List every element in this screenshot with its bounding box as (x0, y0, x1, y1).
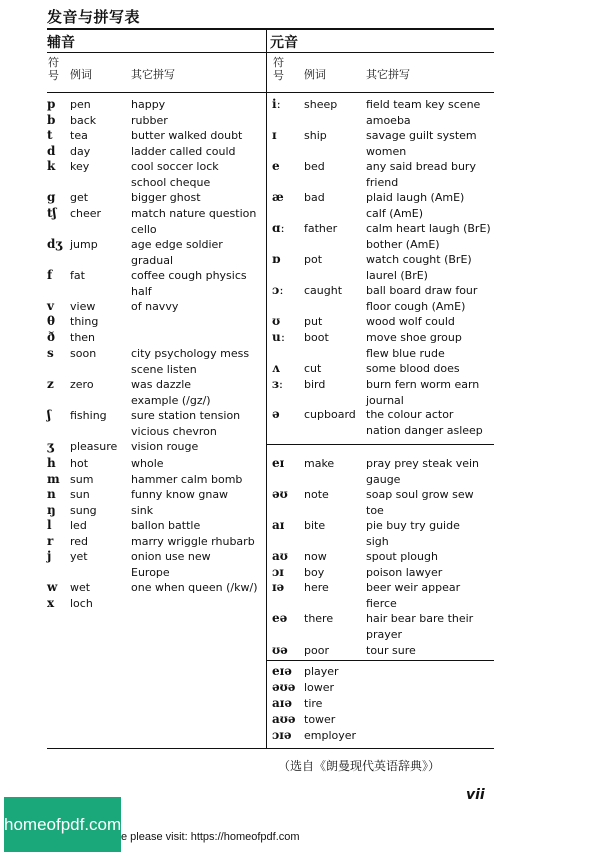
spelling-line: coffee cough physics (131, 269, 247, 282)
spelling-line: happy (131, 98, 166, 111)
spelling-line: burn fern worm earn (366, 378, 480, 391)
spelling-line: amoeba (366, 113, 411, 127)
spelling-line: tour sure (366, 644, 416, 657)
other-spellings (131, 535, 255, 551)
phonetic-symbol: ʃ (47, 408, 51, 422)
phonetic-symbol: ŋ (47, 503, 56, 517)
phonetic-symbol: iː (272, 97, 281, 111)
spelling-line: friend (366, 175, 399, 189)
other-spellings (366, 331, 462, 362)
spelling-line: ballon battle (131, 519, 201, 532)
section-header-rule (47, 52, 494, 53)
example-word: sun (70, 488, 90, 501)
other-spellings (131, 473, 242, 489)
example-word: fishing (70, 409, 107, 422)
example-word: employer (304, 729, 357, 742)
example-word: note (304, 488, 329, 501)
spelling-line: match nature question (131, 207, 257, 220)
spelling-line: sigh (366, 534, 389, 548)
other-spellings (131, 378, 211, 409)
phonetic-symbol: aʊ (272, 549, 288, 563)
other-spellings (131, 550, 211, 581)
other-spellings (131, 300, 178, 316)
example-word: tea (70, 129, 88, 142)
example-word: boy (304, 566, 325, 579)
phonetic-symbol: f (47, 268, 53, 282)
example-word: thing (70, 315, 99, 328)
spelling-line: plaid laugh (AmE) (366, 191, 465, 204)
example-word: ship (304, 129, 327, 142)
other-spellings (366, 191, 464, 222)
other-spellings (131, 269, 247, 300)
spelling-line: marry wriggle rhubarb (131, 535, 255, 548)
phonetic-symbol: v (47, 299, 54, 313)
other-spellings (131, 207, 256, 238)
spelling-line: funny know gnaw (131, 488, 229, 501)
phonetic-symbol: r (47, 534, 54, 548)
phonetic-symbol: ʊə (272, 643, 288, 657)
spelling-line: bother (AmE) (366, 237, 440, 251)
example-word: bad (304, 191, 325, 204)
spelling-line: rubber (131, 114, 168, 127)
other-spellings (131, 440, 198, 456)
spelling-line: gradual (131, 253, 173, 267)
example-word: sum (70, 473, 94, 486)
spelling-line: pray prey steak vein (366, 457, 480, 470)
vowel-group-rule-2 (266, 660, 494, 661)
spelling-line: calm heart laugh (BrE) (366, 222, 491, 235)
table-top-rule (47, 28, 494, 30)
other-spellings (366, 378, 479, 409)
other-spellings (131, 581, 258, 597)
spelling-line: hammer calm bomb (131, 473, 243, 486)
phonetic-symbol: h (47, 456, 56, 470)
phonetic-symbol: p (47, 97, 56, 111)
phonetic-symbol: w (47, 580, 58, 594)
other-spellings (366, 160, 476, 191)
spelling-line: poison lawyer (366, 566, 443, 579)
phonetic-symbol: z (47, 377, 54, 391)
phonetic-symbol: aɪə (272, 696, 292, 710)
phonetic-symbol: ɪə (272, 580, 285, 594)
phonetic-symbol: əʊə (272, 680, 296, 694)
spelling-line: city psychology mess (131, 347, 250, 360)
example-word: jump (70, 238, 98, 251)
other-spellings (366, 644, 416, 660)
example-word: loch (70, 597, 93, 610)
other-spellings (131, 519, 200, 535)
phonetic-symbol: ə (272, 407, 280, 421)
example-word: key (70, 160, 90, 173)
other-spellings (131, 457, 164, 473)
example-word: cheer (70, 207, 102, 220)
phonetic-symbol: ɒ (272, 252, 281, 266)
spelling-line: spout plough (366, 550, 438, 563)
vowels-symbol-header: 符号 (273, 56, 284, 82)
spelling-line: of navvy (131, 300, 179, 313)
consonants-example-header: 例词 (70, 68, 92, 81)
phonetic-symbol: aʊə (272, 712, 296, 726)
other-spellings (366, 488, 474, 519)
other-spellings (366, 315, 455, 331)
spelling-line: whole (131, 457, 164, 470)
spelling-line: hair bear bare their (366, 612, 474, 625)
example-word: pot (304, 253, 323, 266)
consonants-spelling-header: 其它拼写 (131, 68, 175, 81)
phonetic-symbol: ɑː (272, 221, 285, 235)
other-spellings (131, 238, 223, 269)
example-word: bird (304, 378, 326, 391)
spelling-line: women (366, 144, 407, 158)
example-word: wet (70, 581, 91, 594)
other-spellings (366, 98, 480, 129)
spelling-line: beer weir appear (366, 581, 461, 594)
page-number: vii (466, 787, 485, 803)
other-spellings (366, 362, 460, 378)
spelling-line: age edge soldier (131, 238, 223, 251)
example-word: then (70, 331, 96, 344)
example-word: boot (304, 331, 329, 344)
spelling-line: ladder called could (131, 145, 236, 158)
example-word: pen (70, 98, 91, 111)
phonetic-symbol: əʊ (272, 487, 288, 501)
phonetic-symbol: s (47, 346, 54, 360)
example-word: poor (304, 644, 329, 657)
vowel-group-rule-1 (266, 444, 494, 445)
page-title: 发音与拼写表 (47, 8, 141, 26)
example-word: sung (70, 504, 97, 517)
example-word: bite (304, 519, 326, 532)
vowels-title: 元音 (270, 35, 298, 51)
example-word: now (304, 550, 327, 563)
table-bottom-rule (47, 748, 494, 749)
spelling-line: savage guilt system (366, 129, 477, 142)
phonetic-symbol: ɔɪ (272, 565, 284, 579)
example-word: caught (304, 284, 343, 297)
other-spellings (131, 347, 249, 378)
spelling-line: half (131, 284, 152, 298)
phonetic-symbol: b (47, 113, 56, 127)
phonetic-symbol: ɔː (272, 283, 284, 297)
spelling-line: nation danger asleep (366, 423, 483, 437)
spelling-line: sure station tension (131, 409, 241, 422)
other-spellings (366, 253, 472, 284)
watermark-footer[interactable]: e please visit: https://homeofpdf.com (121, 831, 300, 843)
spelling-line: Europe (131, 565, 170, 579)
example-word: zero (70, 378, 94, 391)
other-spellings (131, 488, 228, 504)
spelling-line: cello (131, 222, 157, 236)
phonetic-symbol: d (47, 144, 56, 158)
example-word: pleasure (70, 440, 118, 453)
example-word: back (70, 114, 97, 127)
spelling-line: prayer (366, 627, 403, 641)
example-word: there (304, 612, 334, 625)
spelling-line: gauge (366, 472, 401, 486)
phonetic-symbol: e (272, 159, 280, 173)
spelling-line: watch cought (BrE) (366, 253, 472, 266)
phonetic-symbol: n (47, 487, 56, 501)
spelling-line: wood wolf could (366, 315, 455, 328)
phonetic-symbol: uː (272, 330, 286, 344)
phonetic-symbol: ɜː (272, 377, 284, 391)
spelling-line: example (/gz/) (131, 393, 211, 407)
other-spellings (131, 98, 165, 114)
spelling-line: field team key scene (366, 98, 481, 111)
spelling-line: journal (366, 393, 404, 407)
other-spellings (131, 160, 219, 191)
phonetic-symbol: ʒ (47, 439, 54, 453)
spelling-line: any said bread bury (366, 160, 476, 173)
spelling-line: laurel (BrE) (366, 268, 428, 282)
example-word: player (304, 665, 339, 678)
spelling-line: school cheque (131, 175, 211, 189)
spelling-line: bigger ghost (131, 191, 201, 204)
example-word: hot (70, 457, 89, 470)
example-word: father (304, 222, 338, 235)
phonetic-symbol: t (47, 128, 53, 142)
example-word: fat (70, 269, 85, 282)
other-spellings (366, 284, 477, 315)
spelling-line: some blood does (366, 362, 460, 375)
consonants-title: 辅音 (47, 35, 75, 51)
spelling-line: cool soccer lock (131, 160, 219, 173)
phonetic-symbol: j (47, 549, 52, 563)
example-word: here (304, 581, 329, 594)
column-divider (266, 28, 267, 748)
phonetic-symbol: tʃ (47, 206, 57, 220)
spelling-line: calf (AmE) (366, 206, 423, 220)
example-word: view (70, 300, 96, 313)
example-word: day (70, 145, 91, 158)
other-spellings (366, 566, 442, 582)
column-header-rule (47, 92, 494, 93)
phonetic-symbol: eə (272, 611, 288, 625)
example-word: cut (304, 362, 322, 375)
example-word: soon (70, 347, 97, 360)
phonetic-symbol: aɪ (272, 518, 285, 532)
other-spellings (131, 145, 235, 161)
spelling-line: vicious chevron (131, 424, 217, 438)
phonetic-symbol: ɪ (272, 128, 277, 142)
example-word: red (70, 535, 89, 548)
phonetic-symbol: dʒ (47, 237, 63, 251)
example-word: tower (304, 713, 336, 726)
example-word: led (70, 519, 87, 532)
spelling-line: ball board draw four (366, 284, 478, 297)
phonetic-symbol: ð (47, 330, 56, 344)
phonetic-symbol: ʌ (272, 361, 280, 375)
phonetic-symbol: ʊ (272, 314, 281, 328)
phonetic-symbol: æ (272, 190, 284, 204)
other-spellings (366, 550, 438, 566)
spelling-line: fierce (366, 596, 397, 610)
other-spellings (366, 612, 473, 643)
example-word: sheep (304, 98, 338, 111)
spelling-line: the colour actor (366, 408, 454, 421)
spelling-line: flew blue rude (366, 346, 445, 360)
other-spellings (131, 129, 242, 145)
example-word: put (304, 315, 323, 328)
example-word: get (70, 191, 89, 204)
example-word: tire (304, 697, 323, 710)
spelling-line: pie buy try guide (366, 519, 460, 532)
example-word: bed (304, 160, 325, 173)
spelling-line: toe (366, 503, 384, 517)
other-spellings (366, 129, 477, 160)
other-spellings (366, 222, 491, 253)
spelling-line: was dazzle (131, 378, 192, 391)
other-spellings (366, 457, 479, 488)
spelling-line: butter walked doubt (131, 129, 243, 142)
consonants-symbol-header: 符号 (48, 56, 59, 82)
other-spellings (131, 114, 168, 130)
phonetic-symbol: eɪ (272, 456, 285, 470)
spelling-line: sink (131, 504, 154, 517)
other-spellings (131, 409, 240, 440)
example-word: cupboard (304, 408, 356, 421)
spelling-line: onion use new (131, 550, 211, 563)
source-note: （选自《朗曼现代英语辞典》） (278, 759, 441, 773)
vowels-example-header: 例词 (304, 68, 326, 81)
spelling-line: floor cough (AmE) (366, 299, 466, 313)
spelling-line: scene listen (131, 362, 197, 376)
phonetic-symbol: ɔɪə (272, 728, 292, 742)
vowels-spelling-header: 其它拼写 (366, 68, 410, 81)
other-spellings (131, 504, 153, 520)
other-spellings (366, 581, 460, 612)
example-word: make (304, 457, 335, 470)
phonetic-symbol: x (47, 596, 55, 610)
phonetic-symbol: θ (47, 314, 56, 328)
spelling-line: soap soul grow sew (366, 488, 474, 501)
phonetic-symbol: m (47, 472, 60, 486)
other-spellings (366, 408, 483, 439)
phonetic-symbol: k (47, 159, 56, 173)
spelling-line: one when queen (/kw/) (131, 581, 258, 594)
other-spellings (366, 519, 460, 550)
phonetic-symbol: l (47, 518, 52, 532)
example-word: lower (304, 681, 335, 694)
phonetic-symbol: g (47, 190, 56, 204)
spelling-line: vision rouge (131, 440, 199, 453)
phonetic-symbol: eɪə (272, 664, 292, 678)
other-spellings (131, 191, 201, 207)
watermark-badge[interactable]: homeofpdf.com (4, 797, 121, 852)
example-word: yet (70, 550, 88, 563)
spelling-line: move shoe group (366, 331, 462, 344)
